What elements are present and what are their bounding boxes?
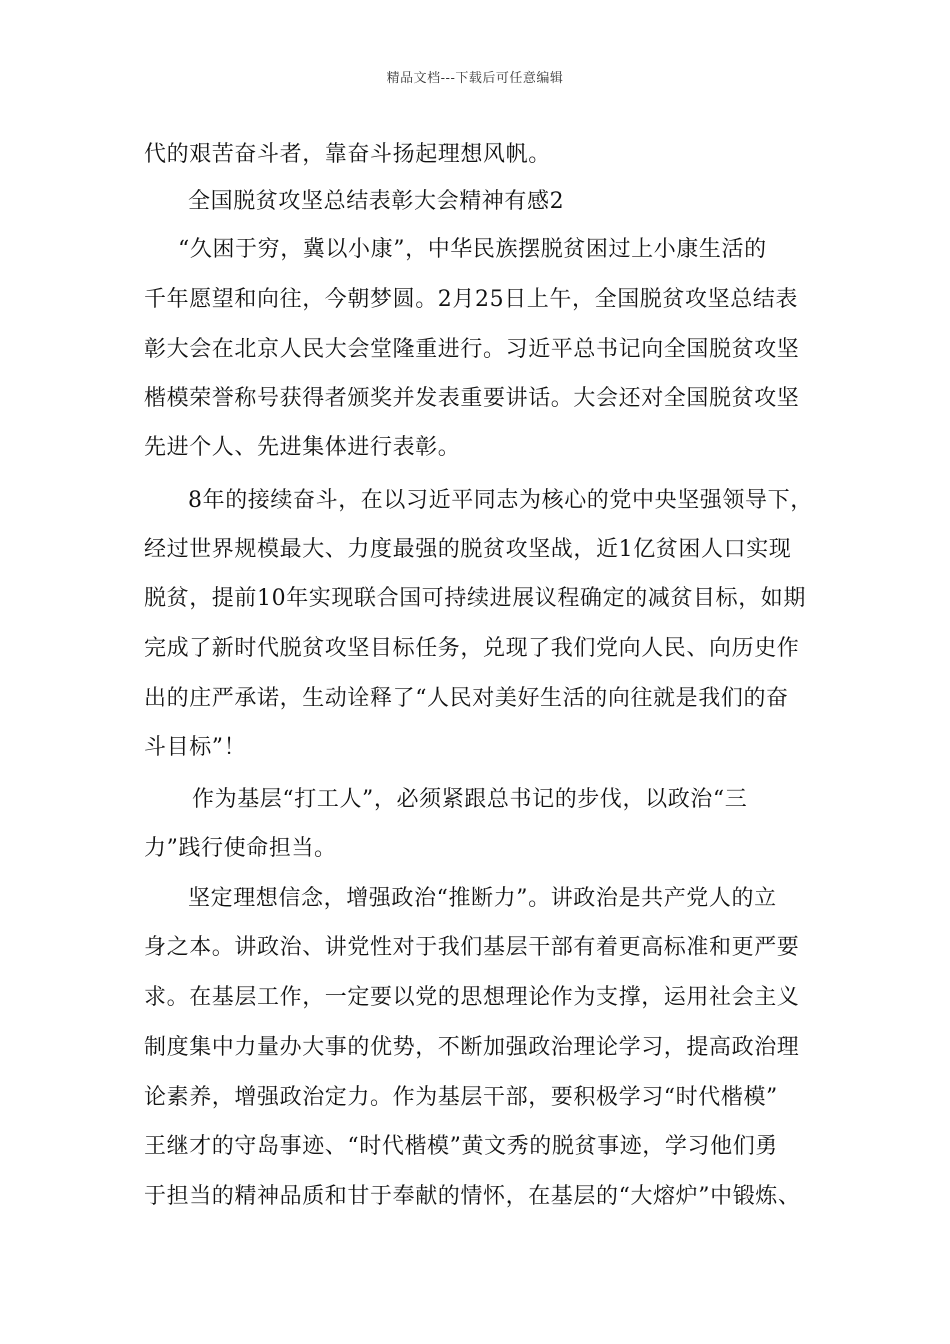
body-line: 求。在基层工作，一定要以党的思想理论作为支撑，运用社会主义 (144, 985, 800, 1010)
body-line: 身之本。讲政治、讲党性对于我们基层干部有着更高标准和更严要 (144, 935, 800, 960)
body-line: 出的庄严承诺，生动诠释了“人民对美好生活的向往就是我们的奋 (144, 686, 789, 711)
body-line: 坚定理想信念，增强政治“推断力”。讲政治是共产党人的立 (188, 886, 777, 911)
section-title: 全国脱贫攻坚总结表彰大会精神有感2 (188, 189, 565, 214)
body-line: 王继才的守岛事迹、“时代楷模”黄文秀的脱贫事迹，学习他们勇 (144, 1134, 778, 1159)
body-line: 代的艰苦奋斗者，靠奋斗扬起理想风帆。 (144, 142, 551, 167)
body-line: 斗目标”！ (144, 735, 247, 760)
body-line: 脱贫，提前10年实现联合国可持续进展议程确定的减贫目标，如期 (144, 586, 806, 611)
page-header: 精品文档---下载后可任意编辑 (386, 71, 564, 86)
body-line: 楷模荣誉称号获得者颁奖并发表重要讲话。大会还对全国脱贫攻坚 (144, 386, 800, 411)
body-line: 先进个人、先进集体进行表彰。 (144, 435, 461, 460)
body-line: 于担当的精神品质和甘于奉献的情怀，在基层的“大熔炉”中锻炼、 (144, 1184, 801, 1209)
body-line: 8年的接续奋斗，在以习近平同志为核心的党中央坚强领导下， (188, 488, 813, 513)
body-line: 彰大会在北京人民大会堂隆重进行。习近平总书记向全国脱贫攻坚 (144, 337, 800, 362)
body-line: 制度集中力量办大事的优势，不断加强政治理论学习，提高政治理 (144, 1035, 800, 1060)
body-line: “久困于穷，冀以小康”，中华民族摆脱贫困过上小康生活的 (178, 237, 767, 262)
body-line: 完成了新时代脱贫攻坚目标任务，兑现了我们党向人民、向历史作 (144, 636, 800, 661)
body-line: 千年愿望和向往，今朝梦圆。2月25日上午，全国脱贫攻坚总结表 (144, 287, 798, 312)
body-line: 作为基层“打工人”，必须紧跟总书记的步伐，以政治“三 (192, 787, 748, 812)
body-line: 力”践行使命担当。 (144, 836, 337, 861)
body-line: 经过世界规模最大、力度最强的脱贫攻坚战，近1亿贫困人口实现 (144, 537, 792, 562)
body-line: 论素养，增强政治定力。作为基层干部，要积极学习“时代楷模” (144, 1085, 778, 1110)
